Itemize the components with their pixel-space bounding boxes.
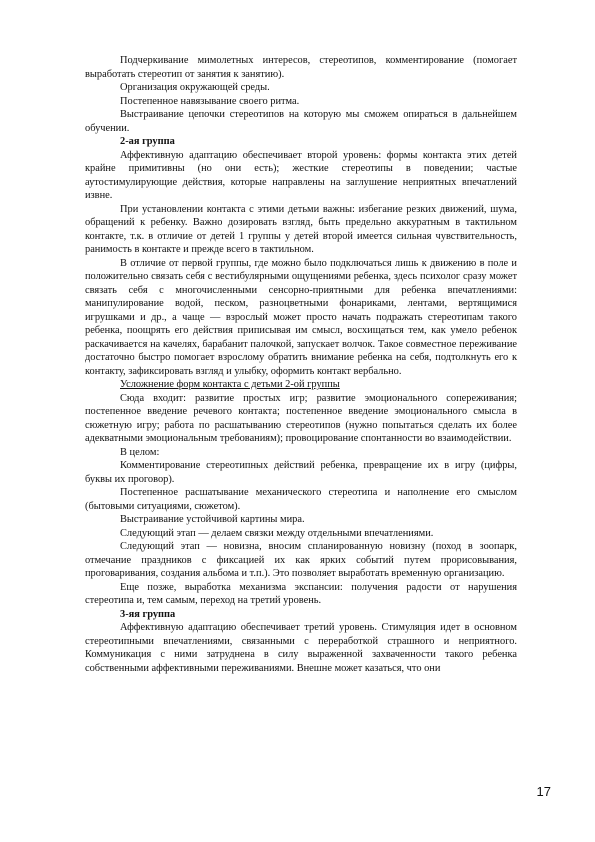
paragraph: Выстраивание цепочки стереотипов на которую мы сможем опираться в дальнейшем обучении.: [85, 109, 517, 134]
paragraph: Следующий этап — новизна, вносим спланированную новизну (поход в зоопарк, отмечание праздников с фиксацией их как ярких событий путем прорисовывания, проговаривания, создания альбома и т.п.). Это позволяет выработать временную организацию.: [85, 541, 517, 579]
paragraph: Подчеркивание мимолетных интересов, стереотипов, комментирование (помогает выработать стереотип от занятия к занятию).: [85, 55, 517, 80]
paragraph: Постепенное расшатывание механического стереотипа и наполнение его смыслом (бытовыми ситуациями, сюжетом).: [85, 487, 517, 512]
paragraph: Организация окружающей среды.: [120, 82, 270, 93]
paragraph: Еще позже, выработка механизма экспансии: получения радости от нарушения стереотипа и, тем самым, переход на третий уровень.: [85, 581, 517, 606]
section-heading: 2-ая группа: [120, 136, 175, 147]
paragraph: Комментирование стереотипных действий ребенка, превращение их в игру (цифры, буквы их проговор).: [85, 460, 517, 485]
section-subheading: Усложнение форм контакта с детьми 2-ой группы: [120, 379, 340, 390]
paragraph: Выстраивание устойчивой картины мира.: [120, 514, 305, 525]
paragraph: Аффективную адаптацию обеспечивает третий уровень. Стимуляция идет в основном стереотипными впечатлениями, связанными с переработкой страшного и неприятного. Коммуникация с ними затруднена в силу выраженной захваченности такого ребенка собственными аффективными переживаниями. Внешне может казаться, что они: [85, 622, 517, 674]
page-body: [85, 54, 517, 675]
paragraph: Сюда входит: развитие простых игр; развитие эмоционального сопереживания; постепенное введение речевого контакта; постепенное введение эмоционального смысла в сюжетную игру; работа по расшатыванию стереотипов (нужно попытаться сделать их более адекватными эмоциональным требованиям); провоцирование спонтанности во взаимодействии.: [85, 392, 517, 444]
paragraph: Следующий этап — делаем связки между отдельными впечатлениями.: [120, 527, 434, 539]
page-number: 17: [536, 784, 551, 799]
paragraph: В отличие от первой группы, где можно было подключаться лишь к движению в поле и положительно связать себя с вестибулярными ощущениями ребенка, здесь психолог сразу может связать себя с многочисленными сенсорно-приятными для ребенка впечатлениями: манипулирование водой, песком, разноцветными фонариками, лентами, вертящимися игрушками и др., а чаще — взрослый может просто начать подражать стереотипам такого ребенка, поощрять его действия приписывая им смысл, восхищаться тем, как умело ребенок раскачивается на качелях, барабанит палочкой, запускает волчок. Такое совместное переживание достаточно быстро помогает взрослому обратить внимание ребенка на себя, подтолкнуть его к контакту, зафиксировать взгляд и улыбку, оформить контакт вербально.: [85, 257, 517, 377]
paragraph: В целом:: [120, 446, 160, 458]
paragraph: При установлении контакта с этими детьми важны: избегание резких движений, шума, обращений к ребенку. Важно дозировать взгляд, быть предельно аккуратным в тактильном контакте, т.к. в отличие от детей 1 группы у детей второй имеется сильная чувствительность, ранимость в контакте и прежде всего в тактильном.: [85, 203, 517, 255]
section-heading: 3-яя группа: [120, 608, 176, 620]
paragraph: Постепенное навязывание своего ритма.: [120, 95, 300, 107]
paragraph: Аффективную адаптацию обеспечивает второй уровень: формы контакта этих детей крайне примитивны (но они есть); жесткие стереотипы в поведении; частые аутостимулирующие действия, которые направлены на заглушение неприятных впечатлений извне.: [85, 149, 517, 201]
